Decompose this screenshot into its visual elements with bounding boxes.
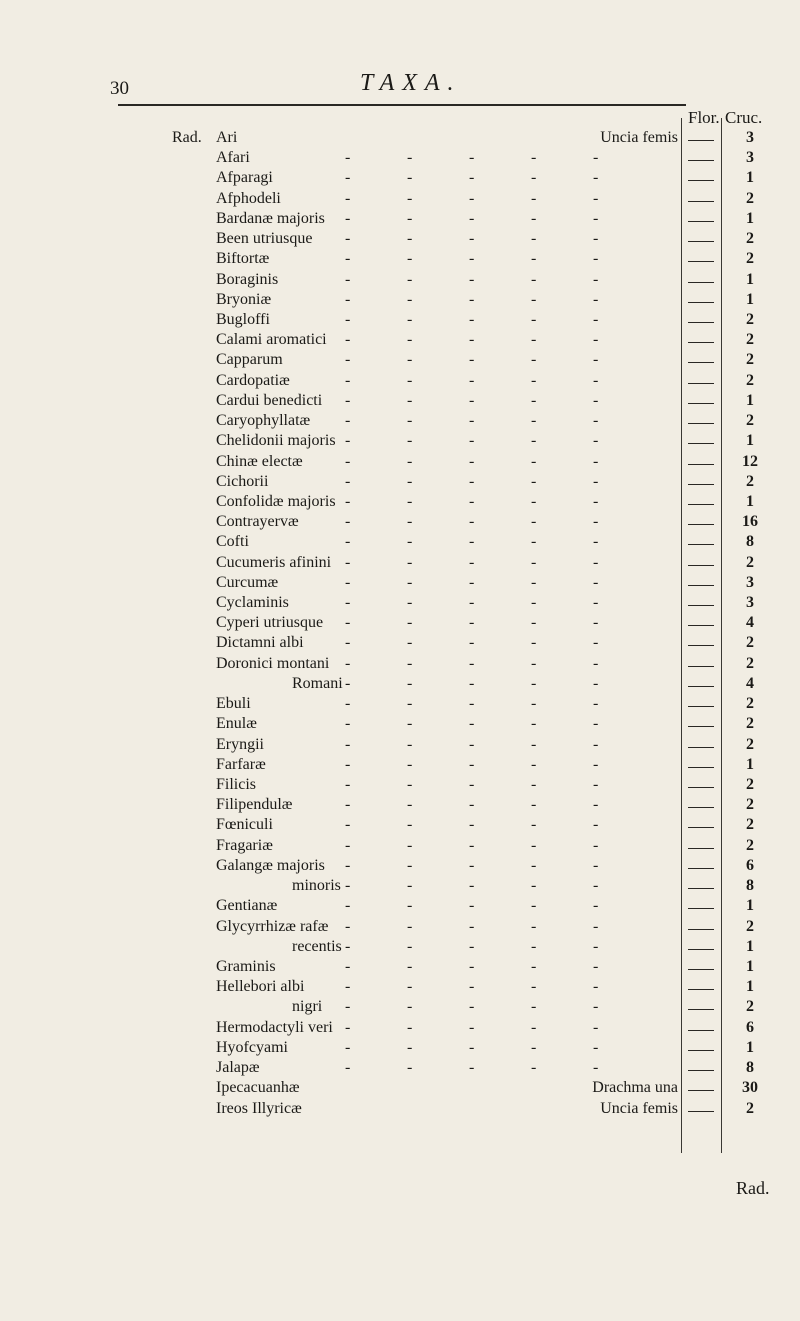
cruc-value: 2 [746,776,754,793]
drug-name: Bryoniæ [216,290,272,308]
column-header-flor: Flor. [688,108,720,127]
table-row [0,674,800,694]
table-row [0,755,800,775]
table-row [0,1018,800,1038]
drug-name: Romani [292,674,343,692]
cruc-value: 2 [746,189,754,207]
cruc-value: 2 [746,998,754,1016]
cruc-value: 1 [746,1038,754,1056]
drug-name: Afparagi [216,169,273,187]
table-row [0,957,800,977]
drug-name: Graminis [216,957,276,975]
leader-dashes: - - - - - [345,836,599,854]
flor-blank [688,969,714,970]
cruc-value: 2 [746,553,754,571]
flor-blank [688,605,714,606]
table-row [0,1058,800,1078]
table-row [0,168,800,188]
table-row [0,714,800,734]
table-row [0,896,800,916]
leader-dashes: - - - - - [345,1038,599,1056]
cruc-value: 2 [746,634,754,652]
leader-dashes: - - - - - [345,452,599,470]
flor-blank [688,929,714,930]
cruc-value: 8 [746,533,754,551]
leader-dashes: - - - - - [345,735,599,753]
flor-blank [688,565,714,566]
leader-dashes: - - - - - [345,594,599,612]
flor-blank [688,767,714,768]
leader-dashes: - - - - - [345,978,599,996]
leader-dashes: - - - - - [345,796,599,814]
header-rule [118,104,686,106]
table-row [0,795,800,815]
drug-name: Bardanæ majoris [216,209,325,227]
cruc-value: 1 [746,897,754,915]
leader-dashes: - - - - - [345,897,599,915]
leader-dashes: - - - - - [345,634,599,652]
leader-dashes: - - - - - [345,169,599,187]
cruc-value: 6 [746,856,754,874]
drug-name: Calami aromatici [216,331,327,349]
flor-blank [688,383,714,384]
table-row [0,553,800,573]
table-row [0,694,800,714]
leader-dashes: - - - - - [345,371,599,389]
cruc-value: 1 [746,755,754,773]
cruc-value: 1 [746,391,754,409]
drug-name: Eryngii [216,735,264,753]
drug-name: Galangæ majoris [216,856,325,874]
drug-name: Afari [216,149,250,167]
leader-dashes: - - - - - [345,776,599,793]
drug-name: Fragariæ [216,836,273,854]
flor-blank [688,464,714,465]
cruc-value: 2 [746,715,754,733]
drug-name: Filipendulæ [216,796,293,814]
table-row [0,735,800,755]
table-row [0,209,800,229]
flor-blank [688,848,714,849]
leader-dashes: - - - - - [345,432,599,450]
drug-name: Glycyrrhizæ rafæ [216,917,329,935]
cruc-value: 16 [742,513,758,531]
drug-name: Cardui benedicti [216,391,323,409]
table-row [0,391,800,411]
flor-blank [688,807,714,808]
flor-blank [688,726,714,727]
flor-blank [688,403,714,404]
cruc-value: 3 [746,129,754,146]
flor-blank [688,201,714,202]
table-row [0,270,800,290]
flor-blank [688,666,714,667]
leader-dashes: - - - - - [345,250,599,268]
cruc-value: 3 [746,149,754,167]
cruc-value: 1 [746,957,754,975]
cruc-value: 2 [746,472,754,490]
table-row [0,633,800,653]
table-row [0,937,800,957]
flor-blank [688,1050,714,1051]
flor-blank [688,1090,714,1091]
cruc-value: 2 [746,230,754,248]
leader-dashes: - - - - - [345,492,599,510]
price-table [0,128,800,1119]
row-prefix: Rad. [172,129,202,146]
drug-name: Ireos Illyricæ [216,1099,302,1117]
table-row [0,1078,800,1098]
flor-blank [688,827,714,828]
cruc-value: 1 [746,432,754,450]
flor-blank [688,787,714,788]
drug-name: Afphodeli [216,189,281,207]
leader-dashes: - - - - - [345,614,599,632]
drug-name: Chinæ electæ [216,452,303,470]
cruc-value: 2 [746,412,754,430]
leader-dashes: - - - - - [345,230,599,248]
flor-blank [688,504,714,505]
page-number: 30 [110,78,129,99]
leader-dashes: - - - - - [345,755,599,773]
cruc-value: 2 [746,654,754,672]
cruc-value: 1 [746,978,754,996]
drug-name: Hermodactyli veri [216,1018,333,1036]
leader-dashes: - - - - - [345,856,599,874]
drug-name: minoris [292,877,341,895]
leader-dashes: - - - - - [345,715,599,733]
leader-dashes: - - - - - [345,533,599,551]
table-row [0,997,800,1017]
table-row [0,977,800,997]
cruc-value: 2 [746,1099,754,1117]
cruc-value: 8 [746,1059,754,1077]
drug-name: Cyclaminis [216,594,289,612]
drug-name: Fœniculi [216,816,273,834]
table-row [0,775,800,795]
flor-blank [688,544,714,545]
drug-name: Cardopatiæ [216,371,290,389]
drug-name: Jalapæ [216,1059,260,1077]
table-row [0,512,800,532]
cruc-value: 1 [746,290,754,308]
leader-dashes: - - - - - [345,351,599,369]
flor-blank [688,1009,714,1010]
cruc-value: 2 [746,796,754,814]
flor-blank [688,362,714,363]
cruc-value: 30 [742,1079,758,1097]
flor-blank [688,302,714,303]
cruc-value: 6 [746,1018,754,1036]
drug-name: nigri [292,998,323,1016]
leader-dashes: - - - - - [345,1018,599,1036]
table-row [0,128,800,148]
flor-blank [688,180,714,181]
table-row [0,917,800,937]
drug-name: Cofti [216,533,249,551]
flor-blank [688,908,714,909]
drug-name: Capparum [216,351,283,369]
cruc-value: 1 [746,937,754,955]
flor-blank [688,261,714,262]
cruc-value: 2 [746,351,754,369]
column-header-cruc: Cruc. [725,108,763,127]
leader-dashes: - - - - - [345,149,599,167]
drug-name: Cucumeris afinini [216,553,332,571]
table-row [0,613,800,633]
drug-name: Dictamni albi [216,634,304,652]
cruc-value: 1 [746,270,754,288]
cruc-value: 1 [746,492,754,510]
flor-blank [688,443,714,444]
flor-blank [688,342,714,343]
cruc-value: 2 [746,371,754,389]
cruc-value: 2 [746,836,754,854]
table-row [0,856,800,876]
leader-dashes: - - - - - [345,209,599,227]
flor-blank [688,1030,714,1031]
flor-blank [688,747,714,748]
cruc-value: 1 [746,169,754,187]
table-row [0,148,800,168]
flor-blank [688,949,714,950]
cruc-value: 2 [746,695,754,713]
unit-label: Uncia femis [600,129,678,146]
leader-dashes: - - - - - [345,412,599,430]
cruc-value: 8 [746,877,754,895]
leader-dashes: - - - - - [345,957,599,975]
flor-blank [688,160,714,161]
table-row [0,290,800,310]
flor-blank [688,423,714,424]
leader-dashes: - - - - - [345,695,599,713]
leader-dashes: - - - - - [345,391,599,409]
table-row [0,836,800,856]
leader-dashes: - - - - - [345,877,599,895]
drug-name: Chelidonii majoris [216,432,336,450]
leader-dashes: - - - - - [345,513,599,531]
table-row [0,229,800,249]
drug-name: Confolidæ majoris [216,492,336,510]
drug-name: Boraginis [216,270,279,288]
running-title: TAXA. [360,70,462,96]
flor-blank [688,1070,714,1071]
table-row [0,310,800,330]
drug-name: Bugloffi [216,310,270,328]
table-row [0,876,800,896]
cruc-value: 12 [742,452,758,470]
table-row [0,330,800,350]
table-row [0,532,800,552]
leader-dashes: - - - - - [345,674,599,692]
drug-name: Hellebori albi [216,978,305,996]
table-row [0,593,800,613]
flor-blank [688,585,714,586]
table-row [0,189,800,209]
table-row [0,249,800,269]
leader-dashes: - - - - - [345,998,599,1016]
cruc-value: 4 [746,674,754,692]
drug-name: Ari [216,129,238,146]
cruc-value: 2 [746,250,754,268]
leader-dashes: - - - - - [345,654,599,672]
drug-name: Gentianæ [216,897,278,915]
table-row [0,411,800,431]
flor-blank [688,888,714,889]
table-row [0,1099,800,1119]
drug-name: Cichorii [216,472,269,490]
drug-name: Contrayervæ [216,513,299,531]
leader-dashes: - - - - - [345,573,599,591]
catchword: Rad. [736,1178,770,1198]
unit-label: Drachma una [592,1079,678,1097]
flor-blank [688,484,714,485]
unit-label: Uncia femis [600,1099,678,1117]
drug-name: recentis [292,937,342,955]
drug-name: Farfaræ [216,755,266,773]
drug-name: Ipecacuanhæ [216,1079,300,1097]
flor-blank [688,221,714,222]
flor-blank [688,686,714,687]
cruc-value: 2 [746,917,754,935]
cruc-value: 2 [746,310,754,328]
leader-dashes: - - - - - [345,917,599,935]
flor-blank [688,241,714,242]
table-row [0,452,800,472]
flor-blank [688,524,714,525]
drug-name: Caryophyllatæ [216,412,311,430]
table-row [0,472,800,492]
drug-name: Ebuli [216,695,251,713]
cruc-value: 2 [746,816,754,834]
table-row [0,573,800,593]
leader-dashes: - - - - - [345,310,599,328]
leader-dashes: - - - - - [345,1059,599,1077]
drug-name: Biftortæ [216,250,270,268]
table-row [0,350,800,370]
leader-dashes: - - - - - [345,553,599,571]
flor-blank [688,706,714,707]
drug-name: Enulæ [216,715,257,733]
flor-blank [688,1111,714,1112]
table-row [0,815,800,835]
flor-blank [688,868,714,869]
cruc-value: 3 [746,573,754,591]
cruc-value: 2 [746,735,754,753]
drug-name: Curcumæ [216,573,279,591]
flor-blank [688,322,714,323]
table-row [0,1038,800,1058]
drug-name: Been utriusque [216,230,313,248]
flor-blank [688,989,714,990]
leader-dashes: - - - - - [345,472,599,490]
flor-blank [688,625,714,626]
leader-dashes: - - - - - [345,290,599,308]
flor-blank [688,645,714,646]
table-row [0,371,800,391]
table-row [0,654,800,674]
drug-name: Hyofcyami [216,1038,288,1056]
leader-dashes: - - - - - [345,937,599,955]
leader-dashes: - - - - - [345,331,599,349]
flor-blank [688,282,714,283]
drug-name: Filicis [216,776,257,793]
leader-dashes: - - - - - [345,189,599,207]
leader-dashes: - - - - - [345,270,599,288]
cruc-value: 4 [746,614,754,632]
drug-name: Doronici montani [216,654,330,672]
cruc-value: 1 [746,209,754,227]
table-row [0,492,800,512]
flor-blank [688,140,714,141]
leader-dashes: - - - - - [345,816,599,834]
drug-name: Cyperi utriusque [216,614,324,632]
cruc-value: 2 [746,331,754,349]
cruc-value: 3 [746,594,754,612]
table-row [0,431,800,451]
